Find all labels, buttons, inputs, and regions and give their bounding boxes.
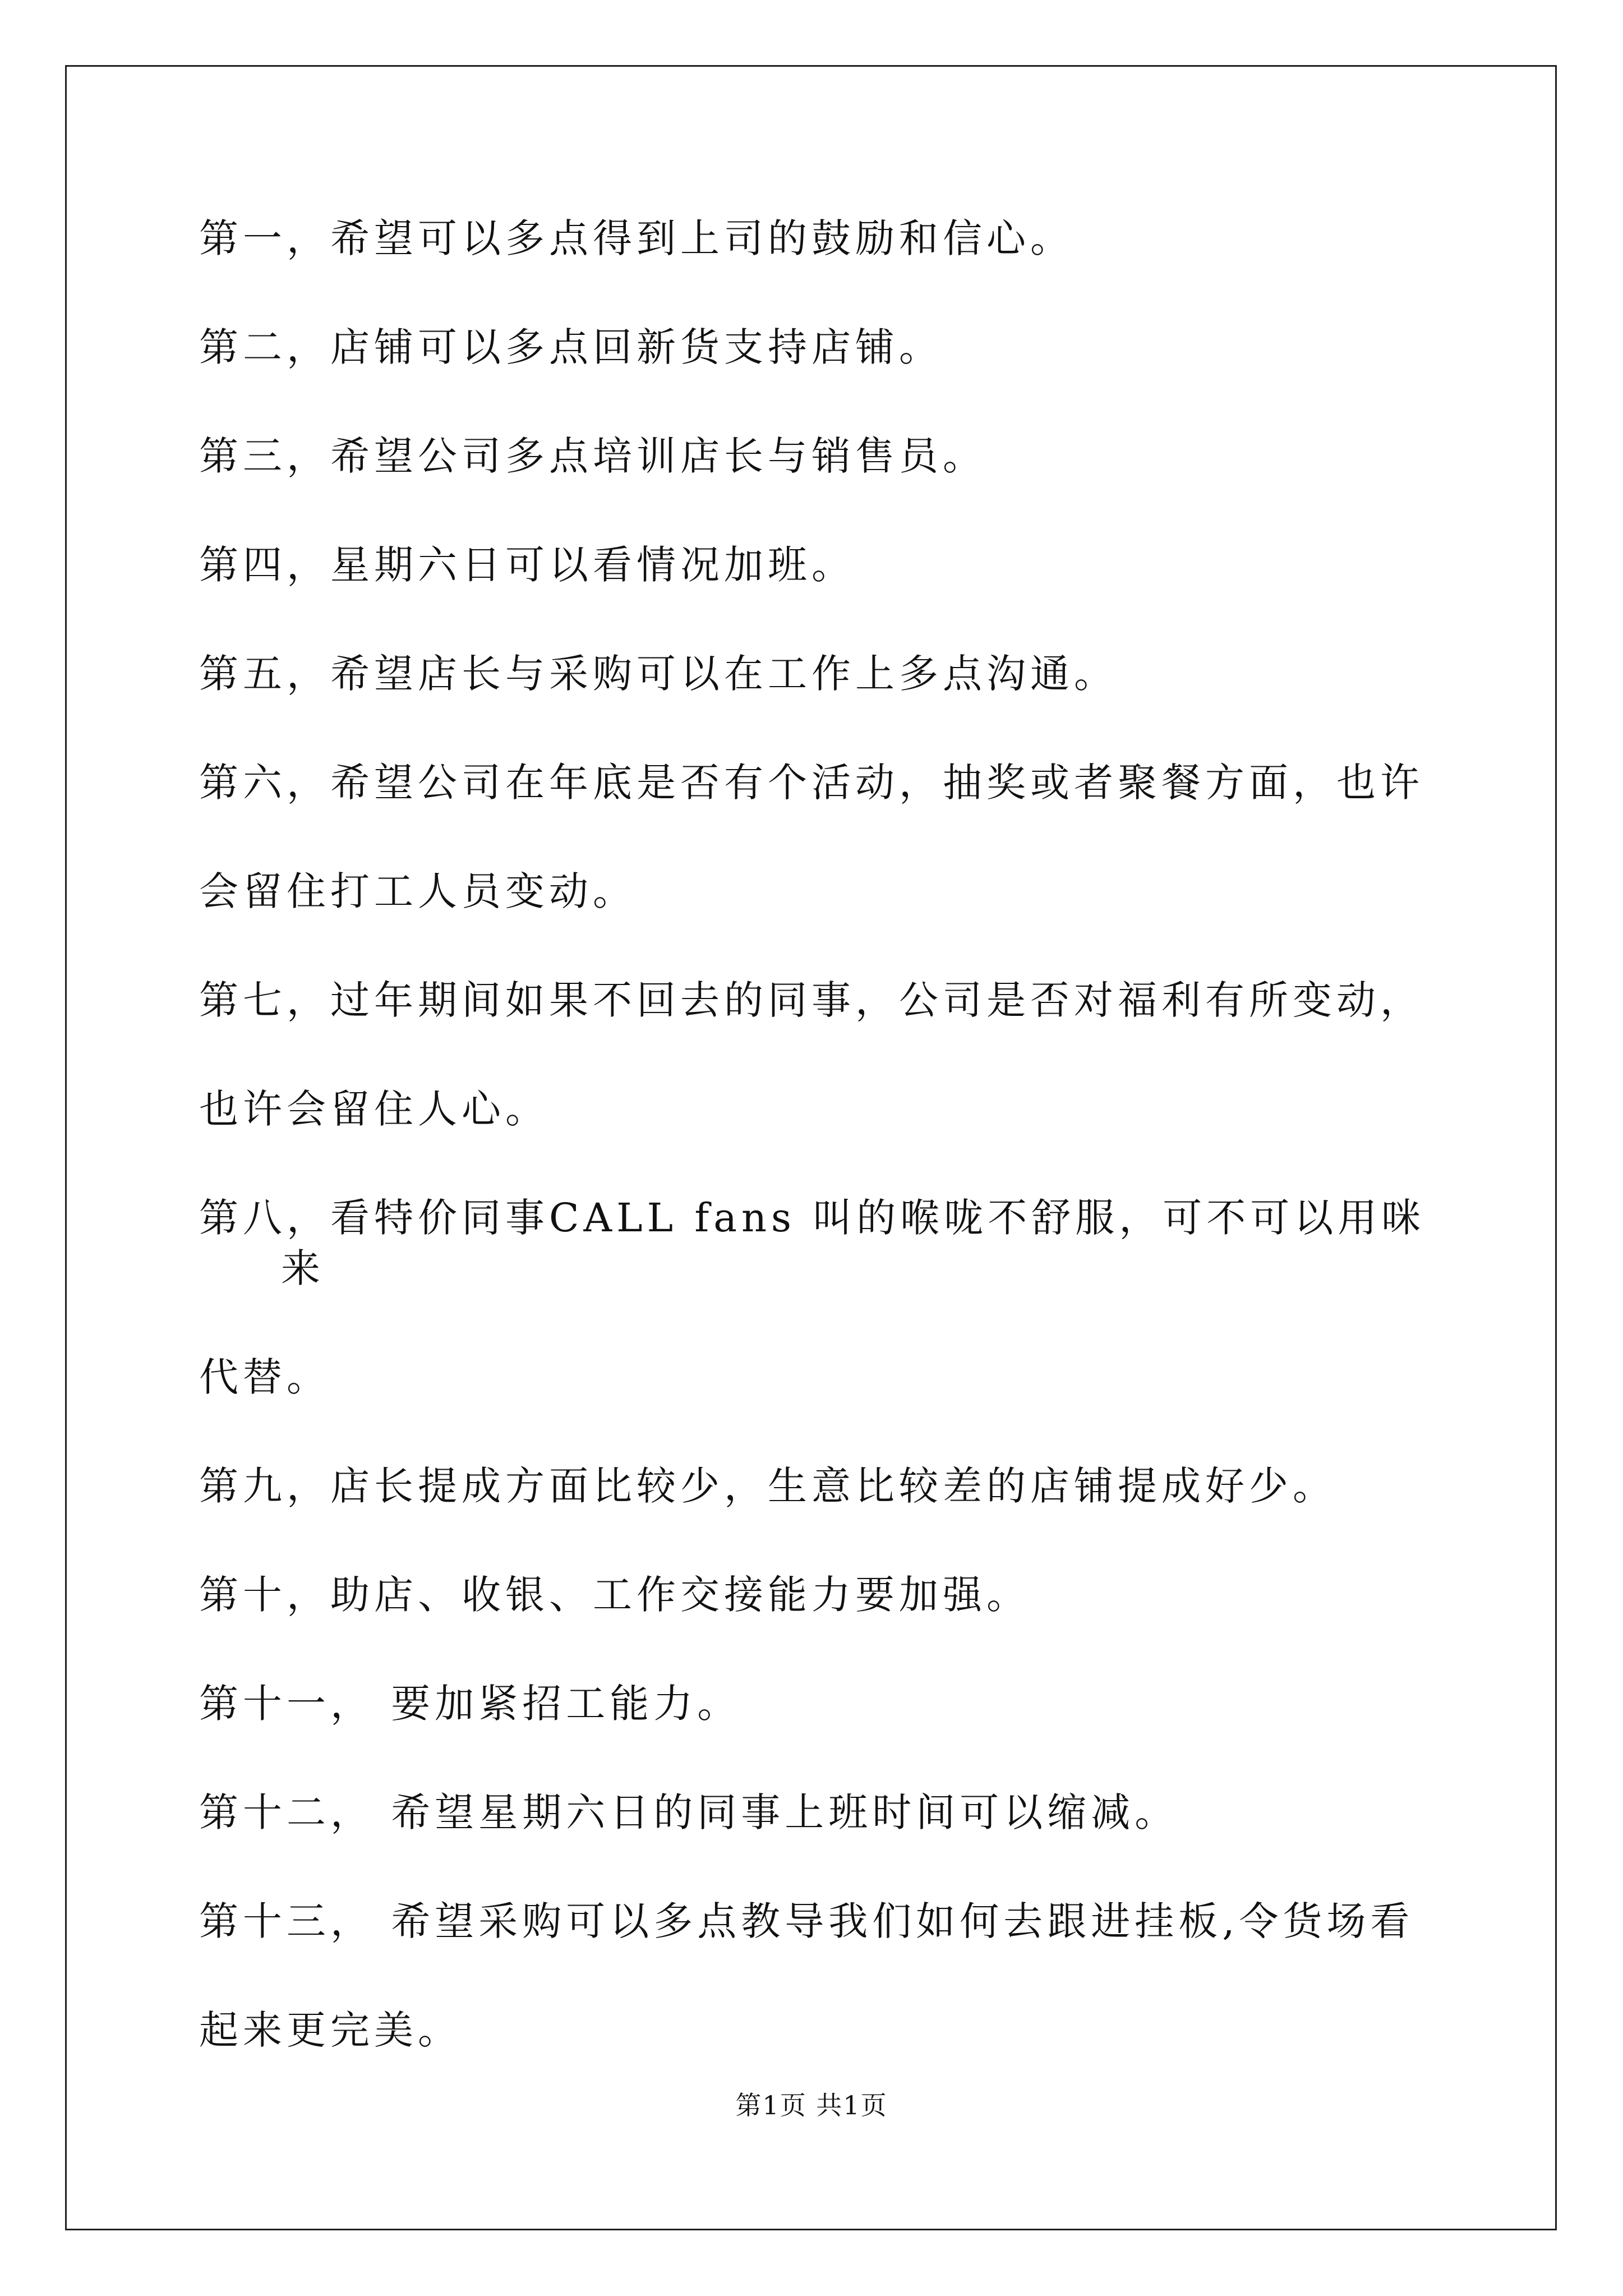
list-item	[199, 1787, 1433, 1838]
item-text-continued: 会留住打工人员变动。	[199, 868, 637, 914]
item-text: 第三，希望公司多点培训店长与销售员。	[199, 433, 986, 479]
list-item	[199, 975, 1433, 1134]
item-text: 第七，过年期间如果不回去的同事，公司是否对福利有所变动，	[199, 977, 1424, 1023]
list-item	[199, 1461, 1433, 1511]
item-text-continued: 代替。	[199, 1354, 330, 1400]
list-item	[199, 1193, 1433, 1402]
item-text: 第十，助店、收银、工作交接能力要加强。	[199, 1572, 1030, 1618]
item-text-continued: 也许会留住人心。	[199, 1086, 549, 1132]
item-text: 第五，希望店长与采购可以在工作上多点沟通。	[199, 651, 1118, 697]
list-item	[199, 322, 1433, 372]
item-text: 第九，店长提成方面比较少，生意比较差的店铺提成好少。	[199, 1463, 1336, 1509]
item-text-continued: 起来更完美。	[199, 2007, 462, 2053]
list-item	[199, 648, 1433, 699]
page-number-footer: 第1页 共1页	[735, 2090, 888, 2120]
item-text: 第六，希望公司在年底是否有个活动，抽奖或者聚餐方面，也许	[199, 760, 1424, 806]
document-body	[199, 213, 1433, 2114]
item-text: 第八，看特价同事CALL fans 叫的喉咙不舒服，可不可以用咪来	[199, 1195, 1426, 1291]
item-text: 第二，店铺可以多点回新货支持店铺。	[199, 324, 943, 370]
item-text: 第十二， 希望星期六日的同事上班时间可以缩减。	[199, 1789, 1179, 1835]
list-item	[199, 431, 1433, 481]
list-item	[199, 1896, 1433, 2055]
list-item	[199, 213, 1433, 264]
item-text: 第四，星期六日可以看情况加班。	[199, 542, 855, 588]
item-text: 第十一， 要加紧招工能力。	[199, 1681, 741, 1727]
list-item	[199, 540, 1433, 590]
list-item	[199, 1570, 1433, 1620]
item-text: 第一，希望可以多点得到上司的鼓励和信心。	[199, 215, 1074, 261]
list-item	[199, 757, 1433, 917]
item-text: 第十三， 希望采购可以多点教导我们如何去跟进挂板,令货场看	[199, 1898, 1414, 1944]
list-item	[199, 1678, 1433, 1729]
